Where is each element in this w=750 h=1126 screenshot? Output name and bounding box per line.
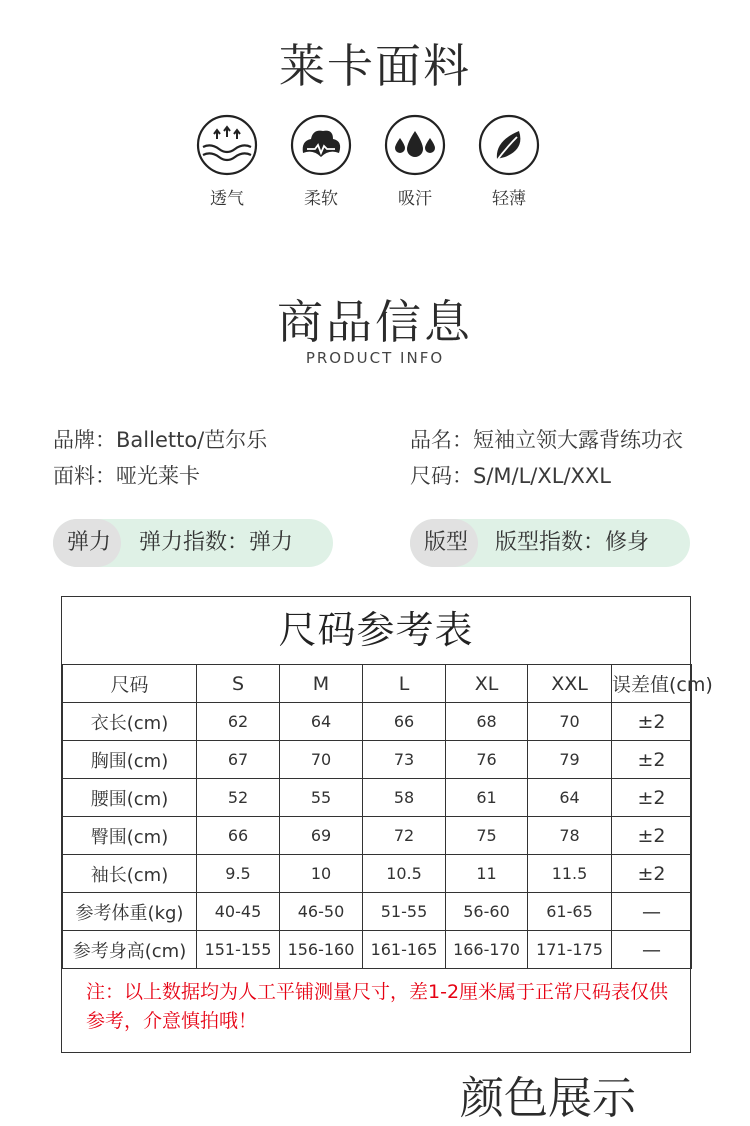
table-cell: 40-45	[197, 893, 280, 931]
error-cell: ±2	[612, 855, 692, 893]
table-cell: 61	[446, 779, 528, 817]
table-cell: 75	[446, 817, 528, 855]
header-cell: M	[280, 665, 363, 703]
fit-pill	[410, 519, 690, 567]
row-label: 衣长(cm)	[63, 703, 197, 741]
error-cell: ±2	[612, 741, 692, 779]
table-cell: 64	[280, 703, 363, 741]
breathable-icon	[195, 113, 259, 177]
feature-breathable	[192, 113, 262, 209]
table-cell: 66	[197, 817, 280, 855]
fabric-features	[192, 113, 558, 213]
color-section-title: 颜色展示	[460, 1073, 636, 1124]
table-cell: 64	[528, 779, 612, 817]
table-row	[63, 779, 692, 817]
table-cell: 61-65	[528, 893, 612, 931]
table-cell: 72	[363, 817, 446, 855]
fit-text: 版型指数：修身	[495, 530, 650, 555]
size-text: 尺码：S/M/L/XL/XXL	[410, 464, 612, 488]
table-cell: 69	[280, 817, 363, 855]
table-cell: 10	[280, 855, 363, 893]
table-cell: 156-160	[280, 931, 363, 969]
table-cell: 62	[197, 703, 280, 741]
feature-soft	[286, 113, 356, 209]
elasticity-pill	[53, 519, 333, 567]
sweat-absorb-icon	[383, 113, 447, 177]
table-cell: 171-175	[528, 931, 612, 969]
table-cell: 56-60	[446, 893, 528, 931]
table-cell: 70	[528, 703, 612, 741]
row-label: 腰围(cm)	[63, 779, 197, 817]
soft-icon	[289, 113, 353, 177]
row-label: 参考体重(kg)	[63, 893, 197, 931]
table-cell: 11.5	[528, 855, 612, 893]
table-row	[63, 741, 692, 779]
size-table-header-row	[63, 665, 692, 703]
table-cell: 11	[446, 855, 528, 893]
error-cell: ±2	[612, 779, 692, 817]
table-cell: 79	[528, 741, 612, 779]
table-cell: 9.5	[197, 855, 280, 893]
row-label: 参考身高(cm)	[63, 931, 197, 969]
product-name-text: 品名：短袖立领大露背练功衣	[410, 428, 683, 452]
table-cell: 166-170	[446, 931, 528, 969]
error-cell: —	[612, 893, 692, 931]
error-cell: ±2	[612, 817, 692, 855]
table-cell: 51-55	[363, 893, 446, 931]
feature-label-soft: 柔软	[304, 189, 338, 209]
header-cell: XXL	[528, 665, 612, 703]
header-cell: S	[197, 665, 280, 703]
feature-label-lightweight: 轻薄	[492, 189, 526, 209]
header-cell: L	[363, 665, 446, 703]
size-table	[62, 664, 713, 969]
table-cell: 66	[363, 703, 446, 741]
product-info-subtitle: PRODUCT INFO	[305, 349, 445, 367]
table-row	[63, 855, 692, 893]
material-text: 面料：哑光莱卡	[53, 464, 200, 488]
table-row	[63, 931, 692, 969]
table-cell: 68	[446, 703, 528, 741]
product-info-title: 商品信息	[277, 295, 473, 349]
table-cell: 55	[280, 779, 363, 817]
feature-label-breathable: 透气	[210, 189, 244, 209]
row-label: 袖长(cm)	[63, 855, 197, 893]
header-cell: 尺码	[63, 665, 197, 703]
table-row	[63, 893, 692, 931]
brand-text: 品牌：Balletto/芭尔乐	[53, 428, 268, 452]
table-cell: 70	[280, 741, 363, 779]
fit-tag: 版型	[410, 519, 478, 567]
row-label: 胸围(cm)	[63, 741, 197, 779]
lightweight-icon	[477, 113, 541, 177]
feature-sweat-absorb	[380, 113, 450, 209]
table-cell: 46-50	[280, 893, 363, 931]
table-cell: 76	[446, 741, 528, 779]
table-cell: 73	[363, 741, 446, 779]
table-row	[63, 703, 692, 741]
elasticity-tag: 弹力	[53, 519, 121, 567]
size-table-note: 注：以上数据均为人工平铺测量尺寸，差1-2厘米属于正常尺码表仅供参考，介意慎拍哦！	[86, 981, 669, 1032]
elasticity-text: 弹力指数：弹力	[139, 530, 294, 555]
row-label: 臀围(cm)	[63, 817, 197, 855]
table-cell: 58	[363, 779, 446, 817]
table-row	[63, 817, 692, 855]
feature-label-sweat-absorb: 吸汗	[398, 189, 432, 209]
size-table-box	[61, 596, 713, 1053]
table-cell: 78	[528, 817, 612, 855]
table-cell: 161-165	[363, 931, 446, 969]
feature-lightweight	[474, 113, 544, 209]
table-cell: 151-155	[197, 931, 280, 969]
header-cell: 误差值(cm)	[612, 665, 692, 703]
header-cell: XL	[446, 665, 528, 703]
table-cell: 67	[197, 741, 280, 779]
error-cell: ±2	[612, 703, 692, 741]
fabric-title: 莱卡面料	[279, 39, 471, 93]
error-cell: —	[612, 931, 692, 969]
table-cell: 52	[197, 779, 280, 817]
size-table-title: 尺码参考表	[278, 608, 474, 652]
table-cell: 10.5	[363, 855, 446, 893]
